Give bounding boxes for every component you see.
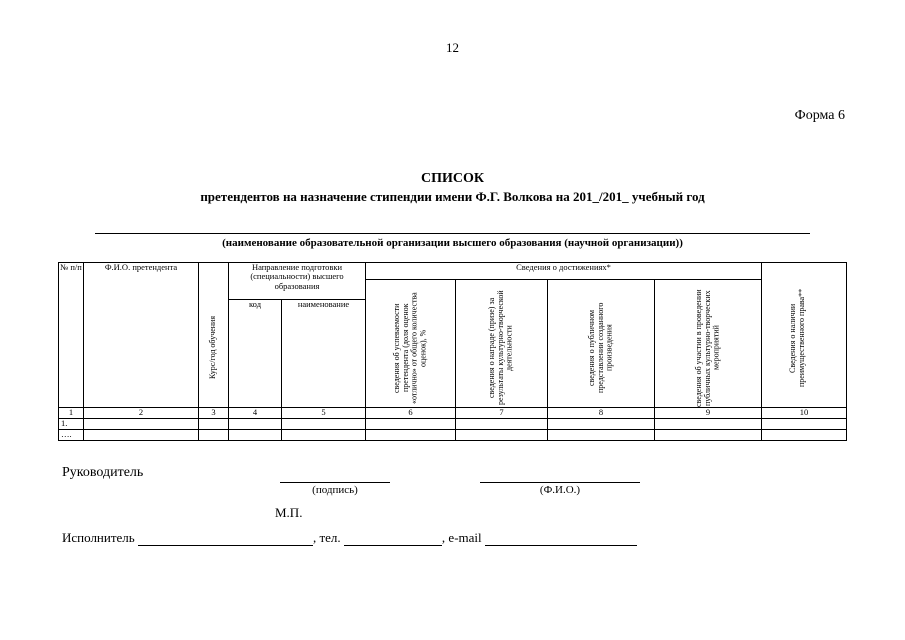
header-ach1-text: сведения об успеваемости претендента (доля оценок «отлично» от общего количества оценок), % (391, 292, 428, 404)
column-number: 2 (84, 408, 199, 419)
table-cell[interactable] (282, 430, 366, 441)
table-cell[interactable] (84, 430, 199, 441)
table-cell[interactable] (199, 430, 229, 441)
table-cell[interactable] (84, 419, 199, 430)
head-label: Руководитель (62, 465, 144, 480)
email-label: , e-mail (441, 530, 482, 545)
org-caption: (наименование образовательной организации высшего образования (научной организации)) (222, 237, 683, 249)
table-cell[interactable] (548, 419, 655, 430)
phone-field[interactable] (344, 531, 442, 546)
header-ach2 (456, 280, 548, 408)
header-course-text: Курс/год обучения (208, 315, 218, 379)
executor-line (62, 530, 637, 546)
column-number: 6 (366, 408, 456, 419)
header-ach1 (366, 280, 456, 408)
document-title: СПИСОК (420, 171, 485, 186)
table-cell[interactable] (199, 419, 229, 430)
header-ach3-text: сведения о публичном представлении созданного произведения (586, 302, 614, 394)
executor-label: Исполнитель (62, 530, 135, 545)
table-cell[interactable] (655, 430, 762, 441)
header-achievements: Сведения о достижениях* (366, 263, 762, 280)
table-cell[interactable] (282, 419, 366, 430)
signature-caption: (подпись) (312, 484, 358, 496)
form-label: Форма 6 (794, 108, 845, 123)
column-number: 3 (199, 408, 229, 419)
header-ach4-text: сведения об участии в проведении публичных культурно-творческих мероприятий (693, 289, 721, 407)
header-priority-text: Сведения о наличии преимущественного права** (788, 288, 806, 388)
column-number: 7 (456, 408, 548, 419)
header-fio: Ф.И.О. претендента (84, 263, 199, 408)
table-cell[interactable] (366, 430, 456, 441)
header-priority (762, 263, 847, 408)
column-number: 1 (59, 408, 84, 419)
head-fio-line[interactable] (480, 482, 640, 483)
stamp-label: М.П. (275, 505, 303, 520)
column-number: 5 (282, 408, 366, 419)
header-ach4 (655, 280, 762, 408)
table-cell[interactable] (456, 419, 548, 430)
page-number: 12 (446, 40, 459, 55)
candidates-table (58, 262, 847, 441)
header-name: наименование (282, 300, 366, 408)
header-course (199, 263, 229, 408)
document-subtitle: претендентов на назначение стипендии имени Ф.Г. Волкова на 201_/201_ учебный год (200, 189, 705, 204)
table-cell[interactable] (229, 430, 282, 441)
table-cell[interactable] (762, 430, 847, 441)
table-cell[interactable] (456, 430, 548, 441)
fio-caption: (Ф.И.О.) (539, 484, 581, 496)
email-field[interactable] (485, 531, 637, 546)
org-name-line (95, 233, 810, 234)
header-ach3 (548, 280, 655, 408)
table-cell[interactable] (229, 419, 282, 430)
signature-line[interactable] (280, 482, 390, 483)
header-direction: Направление подготовки (специальности) высшего образования (229, 263, 366, 300)
header-num: № п/п (59, 263, 84, 408)
column-number: 9 (655, 408, 762, 419)
executor-name-field[interactable] (138, 531, 313, 546)
table-cell[interactable] (655, 419, 762, 430)
column-number: 4 (229, 408, 282, 419)
column-number: 10 (762, 408, 847, 419)
header-ach2-text: сведения о награде (призе) за результаты культурно-творческой деятельности (487, 290, 514, 406)
table-cell[interactable] (366, 419, 456, 430)
table-cell[interactable] (762, 419, 847, 430)
table-row (59, 419, 847, 430)
phone-label: , тел. (312, 530, 341, 545)
column-number: 8 (548, 408, 655, 419)
table-cell[interactable] (548, 430, 655, 441)
row-number: 1. (59, 419, 84, 430)
column-numbers-row (59, 408, 847, 419)
table-row (59, 430, 847, 441)
header-code: код (229, 300, 282, 408)
row-number: …. (59, 430, 84, 441)
